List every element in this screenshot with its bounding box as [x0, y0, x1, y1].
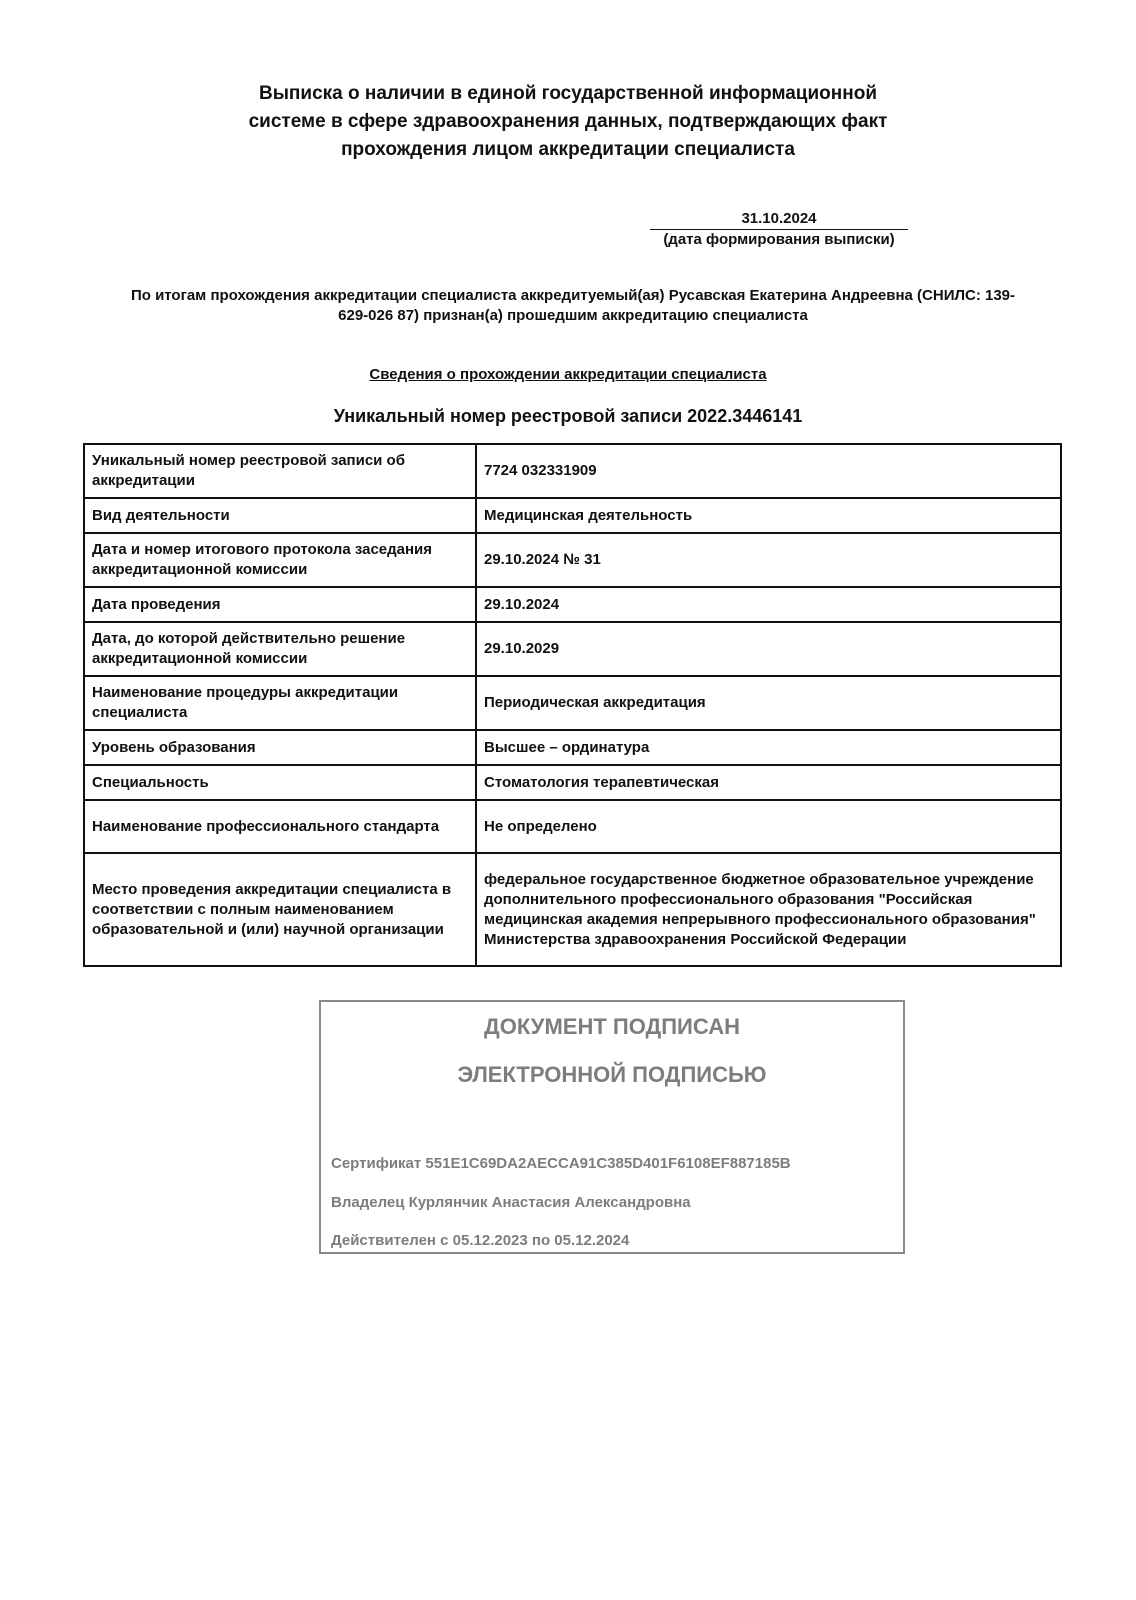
stamp-title-line1: ДОКУМЕНТ ПОДПИСАН — [484, 1014, 740, 1039]
title-line: системе в сфере здравоохранения данных, подтверждающих факт — [248, 111, 888, 132]
intro-line: 629-026 87) признан(а) прошедшим аккредитацию специалиста — [338, 307, 808, 324]
row-value: Стоматология терапевтическая — [476, 765, 1061, 800]
row-key: Место проведения аккредитации специалиста в соответствии с полным наименованием образовательной и (или) научной организации — [84, 853, 476, 966]
table-row — [84, 444, 1061, 498]
table-row — [84, 587, 1061, 622]
stamp-owner: Владелец Курлянчик Анастасия Александровна — [331, 1194, 691, 1211]
table-row — [84, 676, 1061, 730]
row-key: Вид деятельности — [84, 498, 476, 533]
intro-paragraph — [86, 286, 1060, 326]
issue-date-block — [650, 210, 908, 250]
issue-date: 31.10.2024 — [650, 210, 908, 230]
row-value: 29.10.2024 — [476, 587, 1061, 622]
row-value: Периодическая аккредитация — [476, 676, 1061, 730]
document-title — [168, 80, 968, 164]
table-row — [84, 853, 1061, 966]
row-key: Уникальный номер реестровой записи об аккредитации — [84, 444, 476, 498]
intro-line: По итогам прохождения аккредитации специалиста аккредитуемый(ая) Русавская Екатерина Андреевна (СНИЛС: 139- — [130, 287, 1016, 304]
title-line: прохождения лицом аккредитации специалиста — [341, 139, 795, 160]
table-row — [84, 800, 1061, 853]
table-row — [84, 622, 1061, 676]
row-value: Высшее – ординатура — [476, 730, 1061, 765]
title-line: Выписка о наличии в единой государственной информационной — [258, 83, 878, 104]
row-key: Дата проведения — [84, 587, 476, 622]
section-heading: Сведения о прохождении аккредитации специалиста — [369, 366, 767, 383]
row-key: Дата, до которой действительно решение аккредитационной комиссии — [84, 622, 476, 676]
row-value: федеральное государственное бюджетное образовательное учреждение дополнительного профессионального образования "Российская медицинская академия непрерывного профессионального образования" Министерства здравоохранения Российской Федерации — [476, 853, 1061, 966]
table-row — [84, 498, 1061, 533]
row-value: 29.10.2024 № 31 — [476, 533, 1061, 587]
row-value: Не определено — [476, 800, 1061, 853]
row-key: Уровень образования — [84, 730, 476, 765]
row-value: 29.10.2029 — [476, 622, 1061, 676]
row-key: Дата и номер итогового протокола заседания аккредитационной комиссии — [84, 533, 476, 587]
table-row — [84, 533, 1061, 587]
table-row — [84, 730, 1061, 765]
row-key: Наименование процедуры аккредитации специалиста — [84, 676, 476, 730]
row-key: Наименование профессионального стандарта — [84, 800, 476, 853]
row-key: Специальность — [84, 765, 476, 800]
row-value: Медицинская деятельность — [476, 498, 1061, 533]
stamp-certificate: Сертификат 551E1C69DA2AECCA91C385D401F6108EF887185B — [331, 1155, 791, 1172]
row-value: 7724 032331909 — [476, 444, 1061, 498]
stamp-title-line2: ЭЛЕКТРОННОЙ ПОДПИСЬЮ — [457, 1062, 767, 1087]
accreditation-info-table — [83, 443, 1062, 967]
signature-stamp — [319, 1000, 905, 1254]
issue-date-caption: (дата формирования выписки) — [663, 231, 895, 248]
registry-number: Уникальный номер реестровой записи 2022.3446141 — [333, 406, 803, 426]
stamp-validity: Действителен с 05.12.2023 по 05.12.2024 — [331, 1232, 630, 1249]
table-row — [84, 765, 1061, 800]
